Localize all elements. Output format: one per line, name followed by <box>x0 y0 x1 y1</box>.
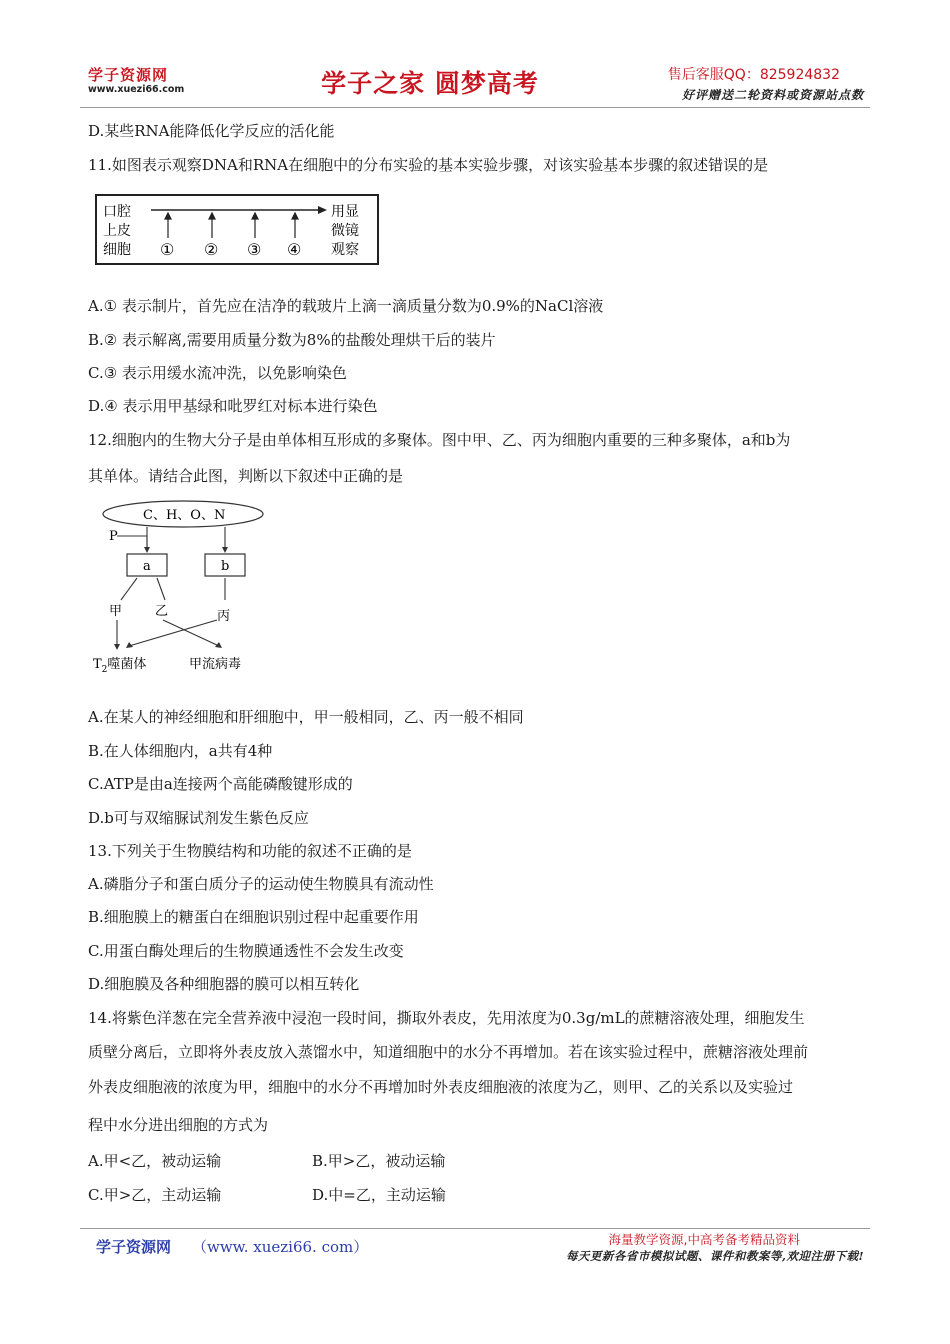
q12-figure <box>85 496 275 676</box>
q14-option-a: A.甲<乙，被动运输 <box>88 1152 222 1170</box>
fig11-step-2: ② <box>204 240 219 259</box>
fig11-right-1: 用显 <box>331 204 359 220</box>
fig12-a-label: a <box>143 559 151 574</box>
header-promo: 好评赠送二轮资料或资源站点数 <box>681 88 864 102</box>
q12-option-a: A.在某人的神经细胞和肝细胞中，甲一般相同，乙、丙一般不相同 <box>88 708 524 726</box>
fig12-t2-phage <box>93 656 146 675</box>
q14-stem-1: 14.将紫色洋葱在完全营养液中浸泡一段时间，撕取外表皮，先用浓度为0.3g/mL的蔗糖溶液处理，细胞发生 <box>88 1009 805 1027</box>
fig12-connectors <box>117 527 225 646</box>
q11-option-d: D.④ 表示用甲基绿和吡罗红对标本进行染色 <box>88 397 378 415</box>
fig11-left-1: 口腔 <box>103 204 131 220</box>
fig12-flu-virus: 甲流病毒 <box>189 657 242 672</box>
fig11-step-4: ④ <box>287 240 302 259</box>
fig12-yi: 乙 <box>155 604 169 619</box>
q13-option-d: D.细胞膜及各种细胞器的膜可以相互转化 <box>88 975 360 993</box>
q12-stem-1: 12.细胞内的生物大分子是由单体相互形成的多聚体。图中甲、乙、丙为细胞内重要的三种多聚体，a和b为 <box>88 431 791 449</box>
fig11-left-3: 细胞 <box>103 242 131 258</box>
fig12-jia: 甲 <box>109 604 123 619</box>
fig12-elements-label: C、H、O、N <box>143 508 226 523</box>
fig11-step-3: ③ <box>247 240 262 259</box>
q11-option-a: A.① 表示制片，首先应在洁净的载玻片上滴一滴质量分数为0.9%的NaCl溶液 <box>88 297 604 315</box>
q12-option-b: B.在人体细胞内，a共有4种 <box>88 742 273 760</box>
fig12-arrowheads <box>114 547 231 650</box>
q14-stem-2: 质壁分离后，立即将外表皮放入蒸馏水中，知道细胞中的水分不再增加。若在该实验过程中，蔗糖溶液处理前 <box>88 1043 809 1061</box>
q11-option-b: B.② 表示解离,需要用质量分数为8%的盐酸处理烘干后的装片 <box>88 331 496 349</box>
fig12-p-label: P <box>109 529 118 544</box>
q14-stem-3: 外表皮细胞液的浓度为甲，细胞中的水分不再增加时外表皮细胞液的浓度为乙，则甲、乙的关系以及实验过 <box>88 1078 794 1096</box>
fig12-t2-main: T <box>93 657 102 672</box>
q13-option-a: A.磷脂分子和蛋白质分子的运动使生物膜具有流动性 <box>88 875 434 893</box>
footer-promo: 每天更新各省市模拟试题、课件和教案等,欢迎注册下载! <box>565 1249 864 1263</box>
fig11-right-3: 观察 <box>331 242 359 258</box>
fig11-main-arrowhead <box>318 206 327 214</box>
footer-url[interactable]: （www. xuezi66. com） <box>192 1238 369 1256</box>
q14-option-c: C.甲>乙，主动运输 <box>88 1186 222 1204</box>
header-divider <box>80 107 870 108</box>
q11-option-c: C.③ 表示用缓水流冲洗，以免影响染色 <box>88 364 347 382</box>
fig12-bing: 丙 <box>217 609 231 624</box>
q12-option-c: C.ATP是由a连接两个高能磷酸键形成的 <box>88 775 353 793</box>
q14-stem-4: 程中水分进出细胞的方式为 <box>88 1116 269 1134</box>
fig11-right-2: 微镜 <box>331 223 359 239</box>
header-logo: 学子资源网 <box>88 66 169 84</box>
q10-option-d: D.某些RNA能降低化学反应的活化能 <box>88 122 335 140</box>
q14-option-d: D.中=乙，主动运输 <box>312 1186 446 1204</box>
fig12-t2-sub: 2 <box>101 665 108 675</box>
header-qq: 售后客服QQ：825924832 <box>667 67 840 83</box>
q12-stem-2: 其单体。请结合此图，判断以下叙述中正确的是 <box>88 467 404 485</box>
footer-tagline: 海量教学资源,中高考备考精品资料 <box>608 1232 800 1247</box>
q13-stem: 13.下列关于生物膜结构和功能的叙述不正确的是 <box>88 842 412 860</box>
fig11-left-2: 上皮 <box>103 223 131 239</box>
q14-option-b: B.甲>乙，被动运输 <box>312 1152 446 1170</box>
header-url[interactable]: www.xuezi66.com <box>88 84 185 95</box>
fig12-b-label: b <box>221 559 230 574</box>
footer-logo: 学子资源网 <box>96 1238 172 1256</box>
q13-option-b: B.细胞膜上的糖蛋白在细胞识别过程中起重要作用 <box>88 908 419 926</box>
q11-stem: 11.如图表示观察DNA和RNA在细胞中的分布实验的基本实验步骤，对该实验基本步骤的叙述错误的是 <box>88 156 769 174</box>
q11-figure <box>95 194 380 266</box>
fig12-t2-rest: 噬菌体 <box>107 657 147 672</box>
q12-option-d: D.b可与双缩脲试剂发生紫色反应 <box>88 809 309 827</box>
header-slogan: 学子之家 圆梦高考 <box>321 69 539 98</box>
q13-option-c: C.用蛋白酶处理后的生物膜通透性不会发生改变 <box>88 942 404 960</box>
fig11-step-arrows <box>165 213 298 238</box>
footer-divider <box>80 1228 870 1229</box>
fig11-step-1: ① <box>160 240 175 259</box>
